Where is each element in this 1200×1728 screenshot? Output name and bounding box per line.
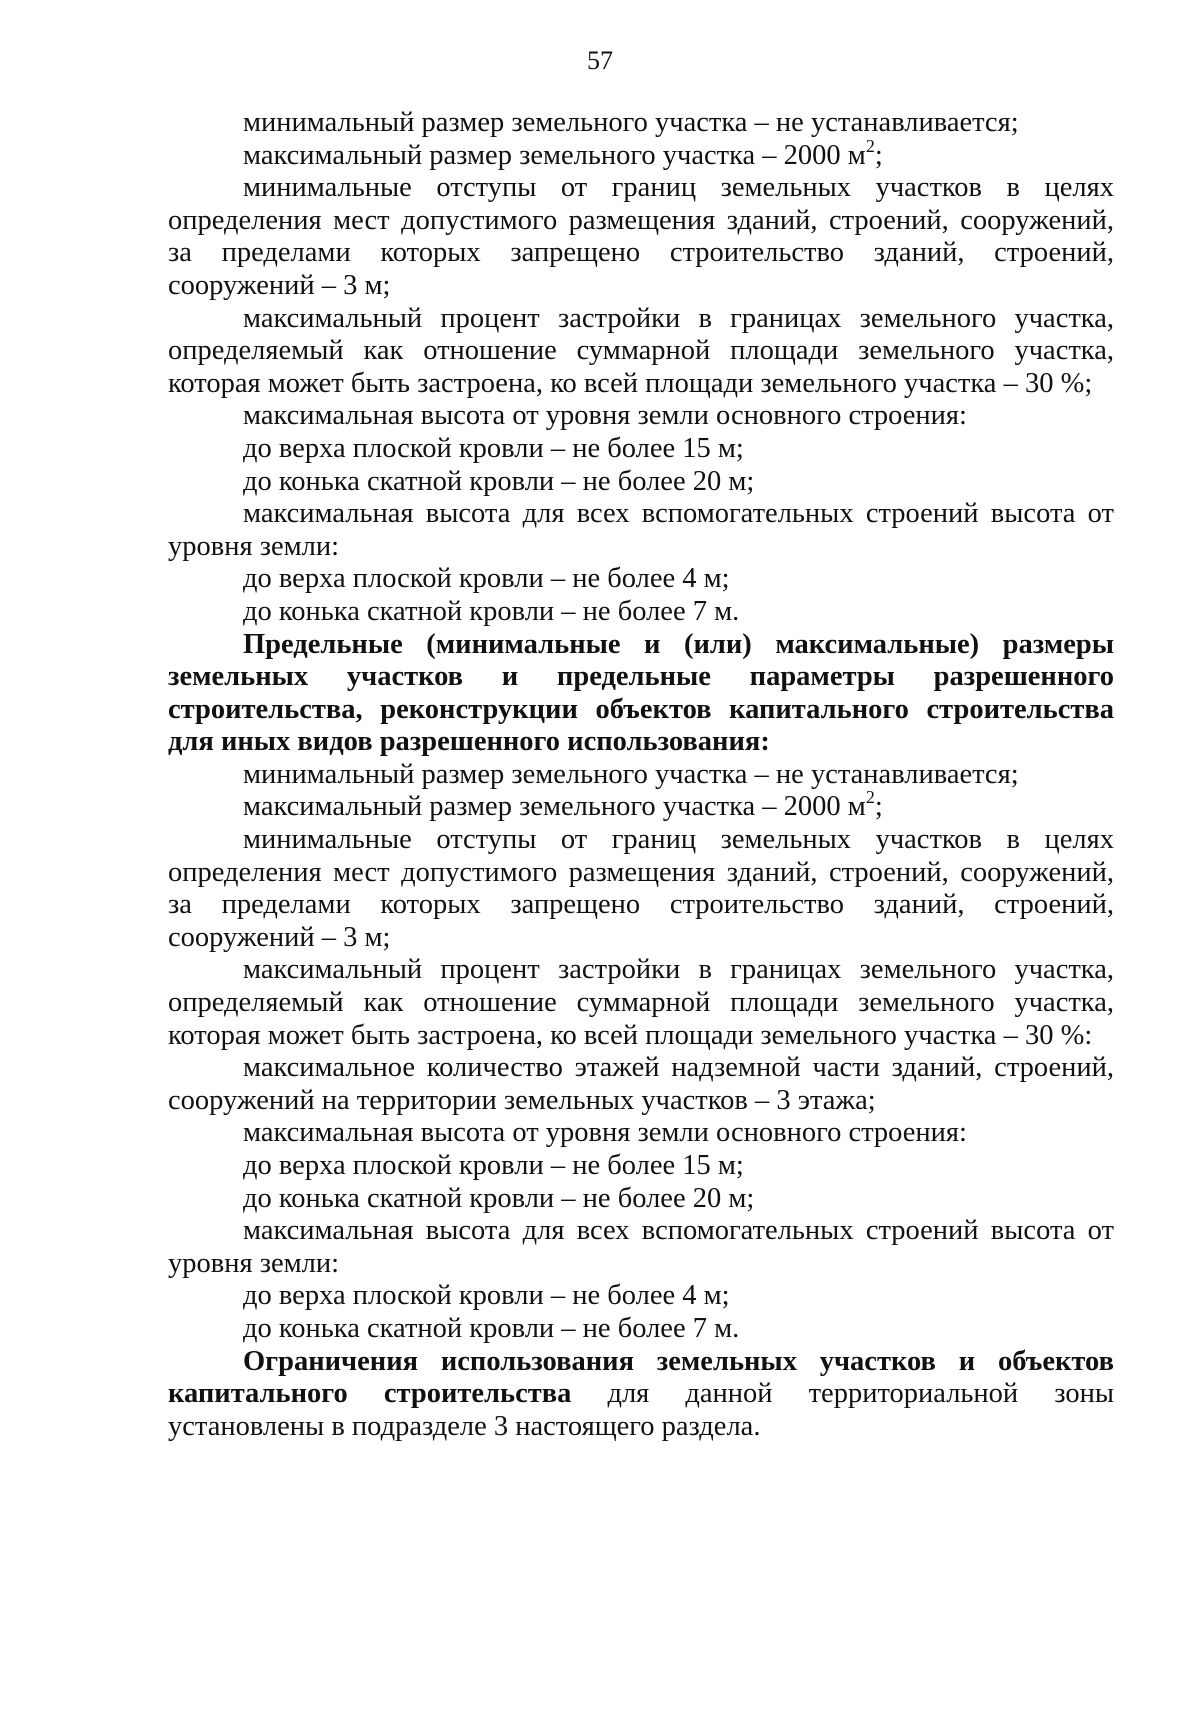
paragraph-text: максимальный размер земельного участка – 2000 м — [243, 139, 866, 171]
paragraph-text: до верха плоской кровли – не более 4 м; — [243, 1280, 730, 1312]
paragraph-text: максимальный процент застройки в границах земельного участка, определяемый как отношение суммарной площади земельного участка, которая может быть застроена, ко всей площади земельного участка – 30 %; — [168, 302, 1114, 399]
paragraph-text: до конька скатной кровли – не более 7 м. — [243, 595, 740, 627]
paragraph — [168, 596, 1114, 629]
paragraph — [168, 135, 1114, 173]
paragraph — [168, 563, 1114, 596]
superscript: 2 — [865, 787, 875, 808]
paragraph-text: максимальная высота от уровня земли основного строения: — [243, 1117, 967, 1149]
paragraph — [168, 824, 1114, 954]
paragraph — [168, 1150, 1114, 1183]
paragraph-text: до конька скатной кровли – не более 20 м; — [243, 1182, 755, 1214]
paragraph-text: до верха плоской кровли – не более 15 м; — [243, 432, 744, 464]
paragraph-text: минимальный размер земельного участка – не устанавливается; — [243, 107, 1019, 138]
paragraph-text: максимальная высота для всех вспомогательных строений высота от уровня земли: — [168, 1215, 1114, 1279]
paragraph — [168, 1346, 1114, 1444]
paragraph — [168, 498, 1114, 563]
paragraph-text: минимальный размер земельного участка – не устанавливается; — [243, 758, 1019, 790]
superscript: 2 — [865, 135, 875, 156]
paragraph-text: минимальные отступы от границ земельных участков в целях определения мест допустимого размещения зданий, строений, сооружений, за пределами которых запрещено строительство зданий, строений, сооружений – 3 м; — [168, 824, 1114, 953]
paragraph — [168, 172, 1114, 302]
paragraph-text: максимальное количество этажей надземной части зданий, строений, сооружений на территории земельных участков – 3 этажа; — [168, 1052, 1114, 1116]
paragraph-bold-lead: Ограничения использования земельных участков и объектов капитального строительства — [168, 1345, 1114, 1410]
paragraph-text: до конька скатной кровли – не более 7 м. — [243, 1312, 740, 1344]
paragraph-text: до конька скатной кровли – не более 20 м; — [243, 465, 755, 497]
paragraph — [168, 303, 1114, 401]
paragraph — [168, 759, 1114, 792]
paragraph — [168, 1280, 1114, 1313]
document-body — [168, 107, 1114, 1443]
paragraph-text: максимальный процент застройки в границах земельного участка, определяемый как отношение суммарной площади земельного участка, которая может быть застроена, ко всей площади земельного участка – 30 %: — [168, 954, 1114, 1051]
paragraph-text: до верха плоской кровли – не более 15 м; — [243, 1150, 744, 1181]
paragraph-tail: ; — [874, 139, 883, 171]
paragraph — [168, 1183, 1114, 1216]
paragraph — [168, 107, 1114, 140]
paragraph-text: Предельные (минимальные и (или) максимальные) размеры земельных участков и предельные параметры разрешенного строительства, реконструкции объектов капитального строительства для иных видов разрешенного использования: — [168, 628, 1114, 758]
paragraph — [168, 1052, 1114, 1117]
paragraph-text: для данной территориальной зоны установлены в подразделе 3 настоящего раздела. — [168, 1378, 1114, 1442]
paragraph — [168, 1117, 1114, 1150]
paragraph — [168, 787, 1114, 824]
paragraph-text: максимальная высота от уровня земли основного строения: — [243, 400, 967, 432]
paragraph — [168, 400, 1114, 433]
paragraph — [168, 466, 1114, 499]
page-number: 57 — [587, 46, 613, 75]
paragraph-text: до верха плоской кровли – не более 4 м; — [243, 563, 730, 595]
paragraph — [168, 433, 1114, 466]
section-heading — [168, 629, 1114, 759]
paragraph — [168, 1313, 1114, 1346]
paragraph — [168, 1215, 1114, 1280]
paragraph — [168, 954, 1114, 1052]
paragraph-text: максимальная высота для всех вспомогательных строений высота от уровня земли: — [168, 498, 1114, 562]
paragraph-text: минимальные отступы от границ земельных участков в целях определения мест допустимого размещения зданий, строений, сооружений, за пределами которых запрещено строительство зданий, строений, сооружений – 3 м; — [168, 172, 1114, 301]
paragraph-tail: ; — [874, 791, 883, 823]
paragraph-text: максимальный размер земельного участка – 2000 м — [243, 791, 866, 823]
